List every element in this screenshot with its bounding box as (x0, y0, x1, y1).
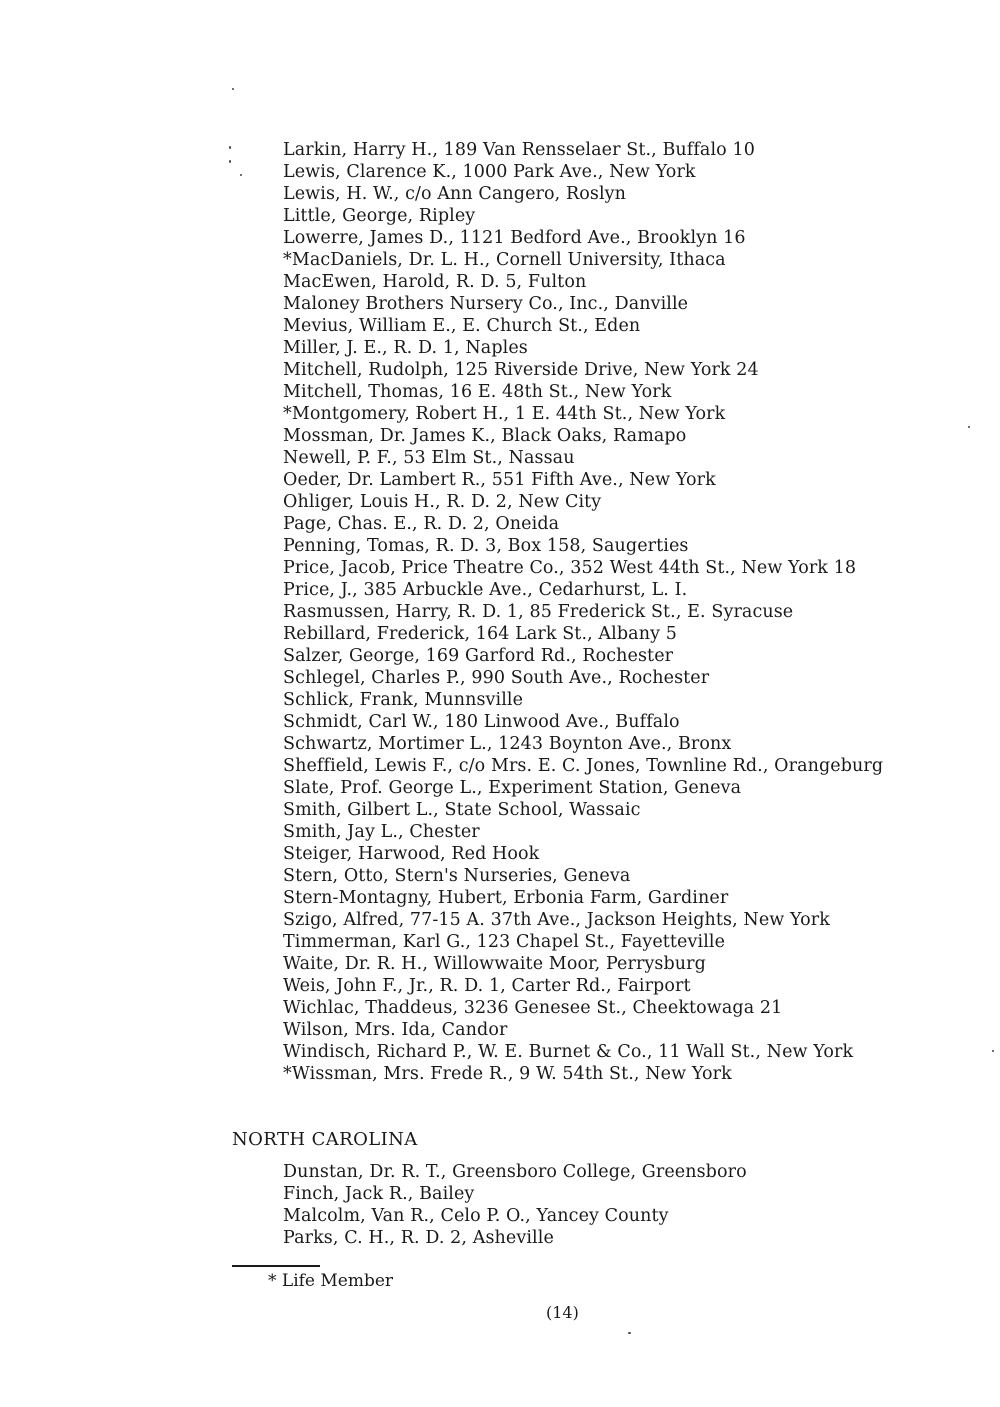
list-item: Weis, John F., Jr., R. D. 1, Carter Rd., Fairport (283, 976, 691, 996)
list-item: Smith, Jay L., Chester (283, 822, 480, 842)
list-item: Oeder, Dr. Lambert R., 551 Fifth Ave., New York (283, 470, 716, 490)
list-item: Mossman, Dr. James K., Black Oaks, Ramapo (283, 426, 687, 446)
footnote: * Life Member (268, 1271, 394, 1291)
list-item: Malcolm, Van R., Celo P. O., Yancey County (283, 1206, 669, 1226)
list-item: Larkin, Harry H., 189 Van Rensselaer St., Buffalo 10 (283, 140, 755, 160)
page-number: (14) (546, 1303, 579, 1322)
list-item: Dunstan, Dr. R. T., Greensboro College, Greensboro (283, 1162, 747, 1182)
list-item: Penning, Tomas, R. D. 3, Box 158, Saugerties (283, 536, 689, 556)
scan-speck (232, 88, 234, 90)
list-item: *Wissman, Mrs. Frede R., 9 W. 54th St., New York (283, 1064, 732, 1084)
member-list-new-york (283, 139, 883, 1085)
list-item: Maloney Brothers Nursery Co., Inc., Danville (283, 294, 689, 314)
list-item: Schmidt, Carl W., 180 Linwood Ave., Buffalo (283, 712, 680, 732)
list-item: Steiger, Harwood, Red Hook (283, 844, 540, 864)
list-item: Mevius, William E., E. Church St., Eden (283, 316, 641, 336)
list-item: Price, J., 385 Arbuckle Ave., Cedarhurst, L. I. (283, 580, 688, 600)
list-item: Schlick, Frank, Munnsville (283, 690, 524, 710)
list-item: Timmerman, Karl G., 123 Chapel St., Fayetteville (283, 932, 726, 952)
section-heading-north-carolina: NORTH CAROLINA (232, 1129, 418, 1150)
list-item: Ohliger, Louis H., R. D. 2, New City (283, 492, 602, 512)
list-item: Newell, P. F., 53 Elm St., Nassau (283, 448, 575, 468)
list-item: Rebillard, Frederick, 164 Lark St., Albany 5 (283, 624, 677, 644)
list-item: Mitchell, Rudolph, 125 Riverside Drive, New York 24 (283, 360, 759, 380)
list-item: Waite, Dr. R. H., Willowwaite Moor, Perrysburg (283, 954, 706, 974)
scan-speck (992, 1050, 994, 1052)
list-item: Stern, Otto, Stern's Nurseries, Geneva (283, 866, 631, 886)
scan-speck (968, 426, 970, 428)
list-item: Szigo, Alfred, 77-15 A. 37th Ave., Jackson Heights, New York (283, 910, 830, 930)
member-list-north-carolina (283, 1161, 747, 1249)
scan-speck (240, 174, 242, 176)
list-item: Lewis, H. W., c/o Ann Cangero, Roslyn (283, 184, 627, 204)
list-item: Price, Jacob, Price Theatre Co., 352 West 44th St., New York 18 (283, 558, 857, 578)
list-item: Wilson, Mrs. Ida, Candor (283, 1020, 508, 1040)
list-item: Slate, Prof. George L., Experiment Station, Geneva (283, 778, 742, 798)
list-item: MacEwen, Harold, R. D. 5, Fulton (283, 272, 587, 292)
list-item: *MacDaniels, Dr. L. H., Cornell University, Ithaca (283, 250, 726, 270)
list-item: Finch, Jack R., Bailey (283, 1184, 475, 1204)
list-item: Page, Chas. E., R. D. 2, Oneida (283, 514, 560, 534)
list-item: Mitchell, Thomas, 16 E. 48th St., New York (283, 382, 672, 402)
scan-speck (229, 160, 231, 163)
list-item: Little, George, Ripley (283, 206, 476, 226)
footnote-divider (232, 1265, 320, 1267)
list-item: Stern-Montagny, Hubert, Erbonia Farm, Gardiner (283, 888, 729, 908)
list-item: Schlegel, Charles P., 990 South Ave., Rochester (283, 668, 710, 688)
list-item: Miller, J. E., R. D. 1, Naples (283, 338, 528, 358)
list-item: Schwartz, Mortimer L., 1243 Boynton Ave., Bronx (283, 734, 732, 754)
list-item: Lowerre, James D., 1121 Bedford Ave., Brooklyn 16 (283, 228, 746, 248)
list-item: Windisch, Richard P., W. E. Burnet & Co., 11 Wall St., New York (283, 1042, 854, 1062)
scan-speck (628, 1332, 631, 1334)
list-item: Lewis, Clarence K., 1000 Park Ave., New York (283, 162, 696, 182)
list-item: Sheffield, Lewis F., c/o Mrs. E. C. Jones, Townline Rd., Orangeburg (283, 756, 884, 776)
list-item: Parks, C. H., R. D. 2, Asheville (283, 1228, 554, 1248)
list-item: Wichlac, Thaddeus, 3236 Genesee St., Cheektowaga 21 (283, 998, 783, 1018)
list-item: *Montgomery, Robert H., 1 E. 44th St., New York (283, 404, 726, 424)
list-item: Salzer, George, 169 Garford Rd., Rochester (283, 646, 674, 666)
scan-speck (229, 146, 231, 149)
list-item: Smith, Gilbert L., State School, Wassaic (283, 800, 641, 820)
list-item: Rasmussen, Harry, R. D. 1, 85 Frederick St., E. Syracuse (283, 602, 794, 622)
